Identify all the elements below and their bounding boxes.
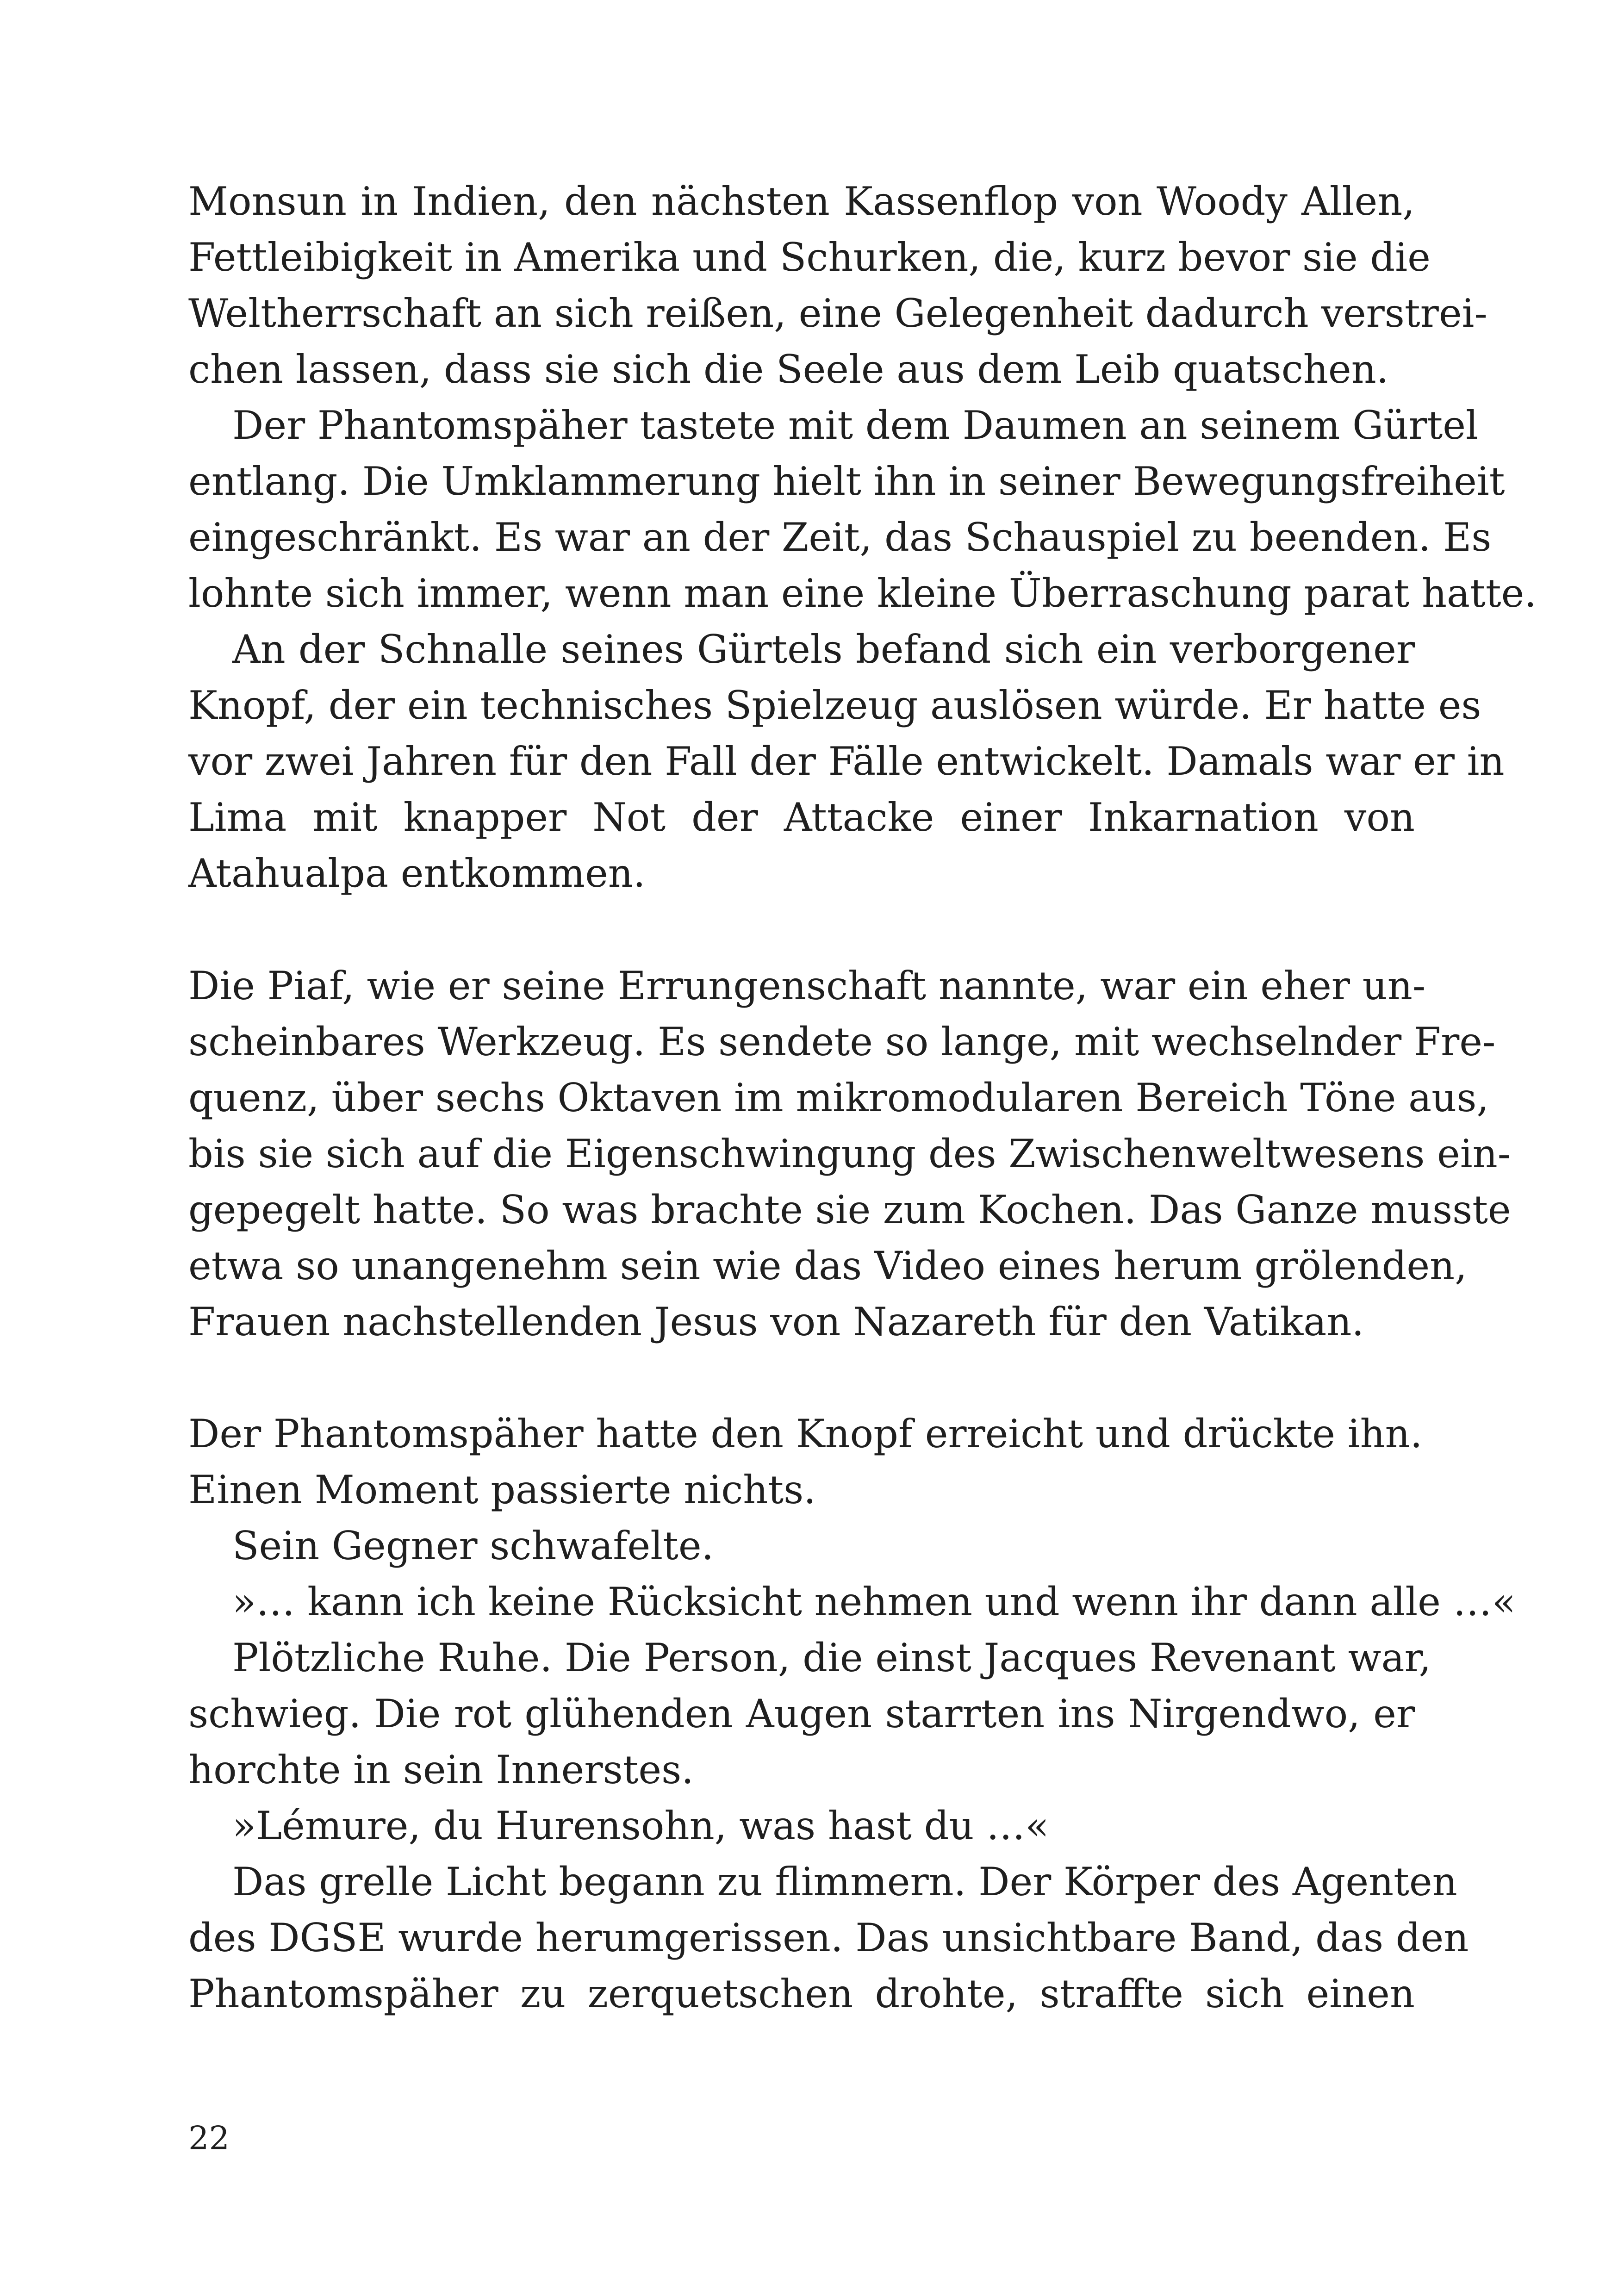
paragraph-9	[188, 1798, 1415, 1854]
text-line: Der Phantomspäher hatte den Knopf erreicht und drückte ihn.	[188, 1411, 1423, 1456]
text-line: schwieg. Die rot glühenden Augen starrten ins Nirgendwo, er	[188, 1691, 1415, 1736]
text-line: Die Piaf, wie er seine Errungenschaft nannte, war ein eher un-	[188, 963, 1426, 1008]
paragraph-4	[188, 958, 1511, 1350]
text-line: Fettleibigkeit in Amerika und Schurken, die, kurz bevor sie die	[188, 235, 1431, 280]
text-line: Frauen nachstellenden Jesus von Nazareth für den Vatikan.	[188, 1299, 1364, 1344]
text-line: quenz, über sechs Oktaven im mikromodularen Bereich Töne aus,	[188, 1075, 1489, 1120]
text-line: entlang. Die Umklammerung hielt ihn in seiner Bewegungsfreiheit	[188, 459, 1505, 504]
text-line: Knopf, der ein technisches Spielzeug auslösen würde. Er hatte es	[188, 683, 1481, 728]
paragraph-10	[188, 1854, 1469, 2022]
text-line: Weltherrschaft an sich reißen, eine Gelegenheit dadurch verstrei-	[188, 291, 1487, 336]
text-line: vor zwei Jahren für den Fall der Fälle entwickelt. Damals war er in	[188, 739, 1505, 784]
text-line: gepegelt hatte. So was brachte sie zum Kochen. Das Ganze musste	[188, 1187, 1511, 1232]
paragraph-5	[188, 1406, 1423, 1518]
text-line: des DGSE wurde herumgerissen. Das unsichtbare Band, das den	[188, 1915, 1469, 1960]
page-number: 22	[188, 2119, 230, 2157]
text-line: scheinbares Werkzeug. Es sendete so lange, mit wechselnder Fre-	[188, 1019, 1496, 1064]
text-line: bis sie sich auf die Eigenschwingung des Zwischenweltwesens ein-	[188, 1131, 1511, 1176]
paragraph-7	[188, 1574, 1516, 1630]
text-line: Der Phantomspäher tastete mit dem Daumen an seinem Gürtel	[232, 403, 1478, 448]
paragraph-2	[188, 398, 1537, 622]
text-line: Plötzliche Ruhe. Die Person, die einst Jacques Revenant war,	[232, 1635, 1431, 1680]
text-line: lohnte sich immer, wenn man eine kleine Überraschung parat hatte.	[188, 571, 1537, 616]
text-line: etwa so unangenehm sein wie das Video eines herum grölenden,	[188, 1243, 1467, 1288]
text-line: eingeschränkt. Es war an der Zeit, das Schauspiel zu beenden. Es	[188, 515, 1492, 560]
text-line: »Lémure, du Hurensohn, was hast du …«	[232, 1803, 1049, 1848]
text-line: chen lassen, dass sie sich die Seele aus dem Leib quatschen.	[188, 347, 1389, 392]
text-line: Lima mit knapper Not der Attacke einer Inkarnation von	[188, 795, 1415, 840]
paragraph-6	[188, 1518, 1415, 1574]
text-line: »… kann ich keine Rücksicht nehmen und wenn ihr dann alle …«	[232, 1579, 1516, 1624]
text-line: Phantomspäher zu zerquetschen drohte, straffte sich einen	[188, 1971, 1415, 2016]
text-line: An der Schnalle seines Gürtels befand sich ein verborgener	[232, 627, 1415, 672]
paragraph-3	[188, 622, 1505, 902]
text-line: Sein Gegner schwafelte.	[232, 1523, 714, 1568]
text-line: Einen Moment passierte nichts.	[188, 1467, 816, 1512]
text-line: horchte in sein Innerstes.	[188, 1747, 694, 1792]
paragraph-8	[188, 1630, 1431, 1798]
text-line: Das grelle Licht begann zu flimmern. Der Körper des Agenten	[232, 1859, 1457, 1904]
text-line: Monsun in Indien, den nächsten Kassenflop von Woody Allen,	[188, 179, 1415, 224]
text-line: Atahualpa entkommen.	[188, 851, 646, 896]
paragraph-1	[188, 174, 1487, 398]
